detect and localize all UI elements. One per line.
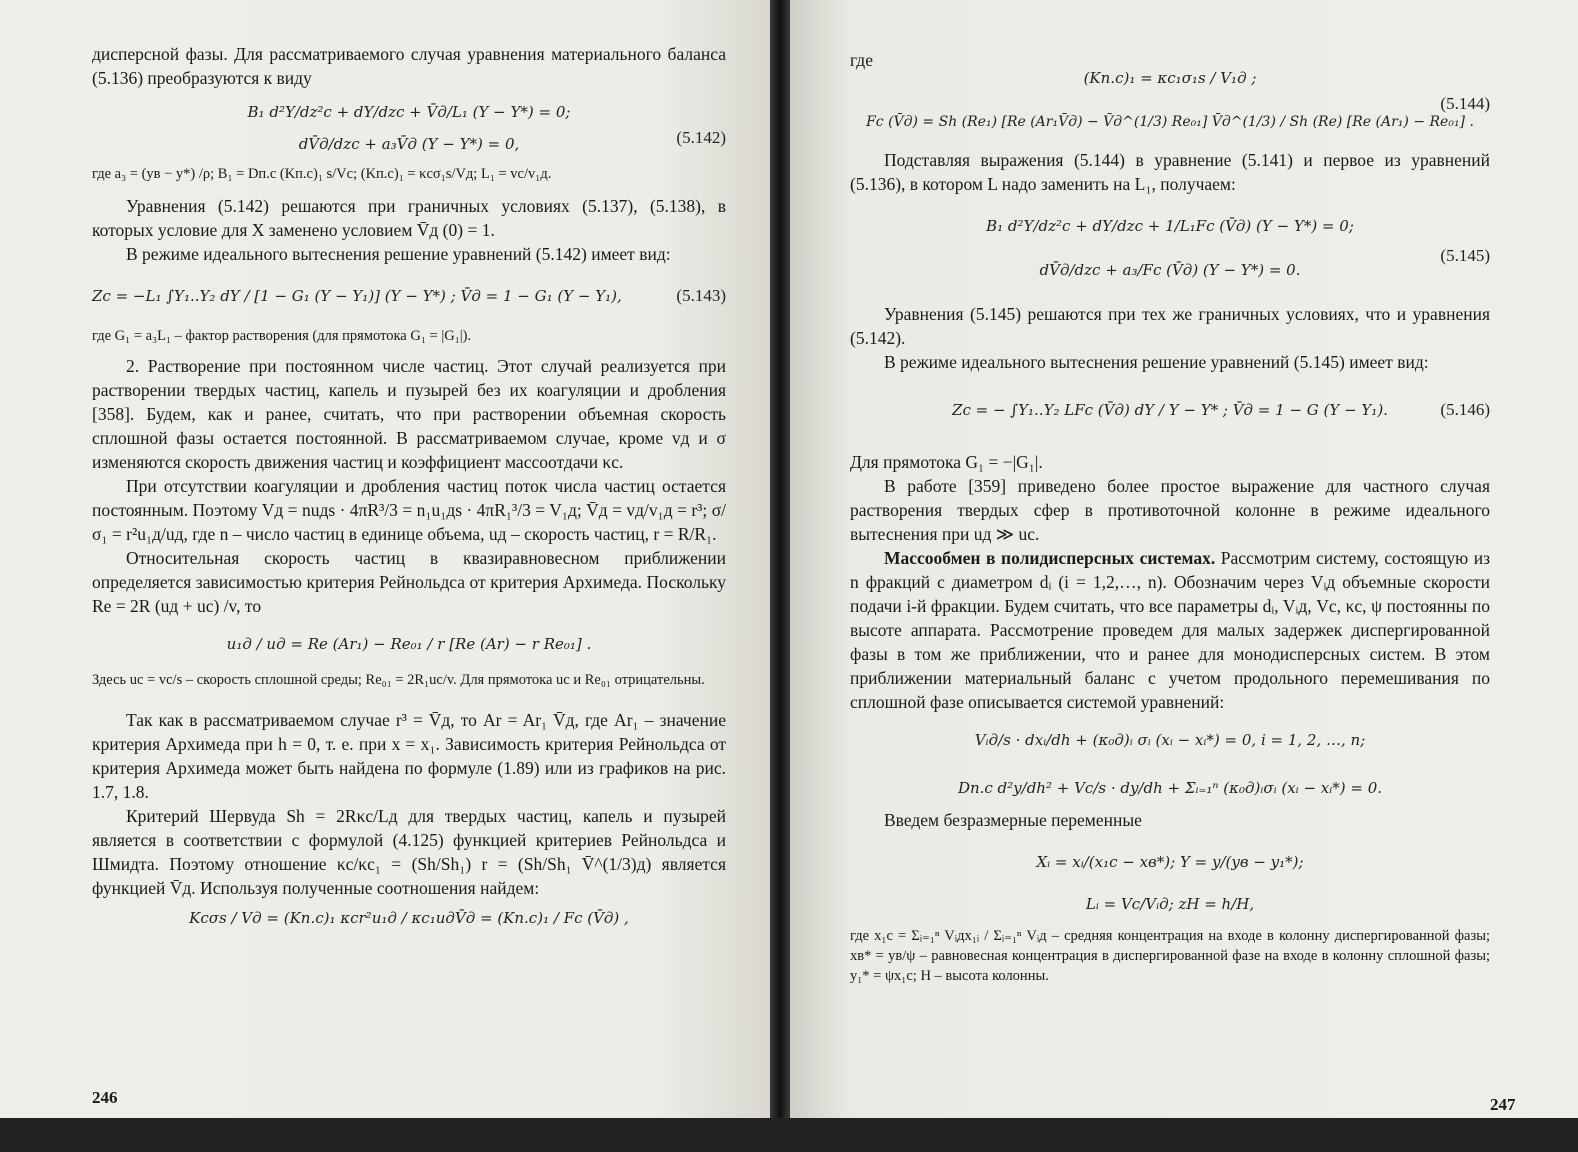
equation-number: (5.142) xyxy=(676,128,726,147)
formula-5145b: dV̄д/dzc + a₃/Fc (V̄д) (Y − Y*) = 0. xyxy=(1039,261,1301,279)
paragraph: Так как в рассматриваемом случае r³ = V̄д, то Ar = Ar₁ V̄д, где Ar₁ – значение критерия Архимеда при h = 0, т. е. при x = x₁. Зависимость критерия Рейнольдса от критерия Архимеда может быть найдена по формуле (1.89) или из графиков на рис. 1.7, 1.8. xyxy=(92,710,726,802)
formula-relative-velocity: u₁д / uд = Re (Ar₁) − Re₀₁ / r [Re (Ar) − r Re₀₁] . xyxy=(226,635,592,653)
paragraph: дисперсной фазы. Для рассматриваемого случая уравнения материального баланса (5.136) преобразуются к виду xyxy=(92,44,726,88)
right-page xyxy=(790,0,1578,1152)
formula-5145a: B₁ d²Y/dz²c + dY/dzc + 1/L₁Fc (V̄д) (Y − Y*) = 0; xyxy=(986,217,1354,235)
paragraph: Уравнения (5.142) решаются при граничных условиях (5.137), (5.138), в которых условие для X заменено условием V̄д (0) = 1. xyxy=(92,196,726,240)
equation-number: (5.144) xyxy=(1440,94,1490,113)
paragraph: В работе [359] приведено более простое выражение для частного случая растворения твердых сфер в противоточной колонне в режиме идеального вытеснения при uд ≫ uc. xyxy=(850,476,1490,544)
formula-poly-2: Dп.с d²y/dh² + Vc/s · dy/dh + Σᵢ₌₁ⁿ (κ₀д)ᵢσᵢ (xᵢ − xᵢ*) = 0. xyxy=(957,779,1383,797)
equation-number: (5.146) xyxy=(1440,400,1490,419)
paragraph: Подставляя выражения (5.144) в уравнение (5.141) и первое из уравнений (5.136), в котором L надо заменить на L₁, получаем: xyxy=(850,150,1490,194)
equation-number: (5.143) xyxy=(676,286,726,305)
paragraph: В режиме идеального вытеснения решение уравнений (5.145) имеет вид: xyxy=(884,352,1429,372)
formula-5142a: B₁ d²Y/dz²c + dY/dzc + V̄д/L₁ (Y − Y*) = 0; xyxy=(247,103,571,121)
formula-note: где G₁ = a₃L₁ – фактор растворения (для прямотока G₁ = |G₁|). xyxy=(92,328,472,344)
right-text-column xyxy=(850,52,1490,990)
paragraph: Относительная скорость частиц в квазиравновесном приближении определяется зависимостью критерия Рейнольдса от критерия Архимеда. Поскольку Re = 2R (uд + uc) /v, то xyxy=(92,548,726,616)
book-gutter xyxy=(770,0,790,1152)
paragraph: где xyxy=(850,50,873,70)
formula-note: где a₃ = (yв − y*) /ρ; B₁ = Dп.с (Kп.с)₁ s/Vc; (Kп.с)₁ = κcσ₁s/Vд; L₁ = vc/v₁д. xyxy=(92,166,552,182)
formula-5142b: dV̄д/dzc + a₃V̄д (Y − Y*) = 0, xyxy=(298,135,520,153)
formula-5143: Zc = −L₁ ∫Y₁..Y₂ dY / [1 − G₁ (Y − Y₁)] (Y − Y*) ; V̄д = 1 − G₁ (Y − Y₁), (5.143) xyxy=(92,284,726,308)
scan-bottom-shadow xyxy=(0,1118,1578,1152)
page-number: 246 xyxy=(92,1088,118,1107)
section-heading: Массообмен в полидисперсных системах. xyxy=(884,548,1216,568)
paragraph: 2. Растворение при постоянном числе частиц. Этот случай реализуется при растворении твердых частиц, капель и пузырей без их коагуляции и дробления [358]. Будем, как и ранее, считать, что при растворении объемная скорость сплошной фазы остается постоянной. В рассматриваемом случае, кроме vд и σ изменяются скорость движения частиц и коэффициент массоотдачи κc. xyxy=(92,356,726,472)
equation-number: (5.145) xyxy=(1440,246,1490,265)
left-text-column xyxy=(92,42,726,930)
formula-note: где x₁c = Σᵢ₌₁ⁿ Vᵢдx₁ᵢ / Σᵢ₌₁ⁿ Vᵢд – средняя концентрация на входе в колонну диспергированной фазы; xв* = yв/ψ – равновесная концентрация в диспергированной фазе на входе в колонну сплошной фазы; y₁* = ψx₁c; H – высота колонны. xyxy=(850,928,1490,984)
formula-5144a: (Kп.с)₁ = κc₁σ₁s / V₁д ; xyxy=(1083,69,1257,87)
paragraph: Критерий Шервуда Sh = 2Rκc/Lд для твердых частиц, капель и пузырей является в соответствии с формулой (4.125) функцией критериев Рейнольдса и Шмидта. Поэтому отношение κc/κc₁ = (Sh/Sh₁) r = (Sh/Sh₁ V̄^(1/3)д) является функцией V̄д. Используя полученные соотношения найдем: xyxy=(92,806,726,898)
paragraph: Массообмен в полидисперсных системах. Рассмотрим систему, состоящую из n фракций с диаметром dᵢ (i = 1,2,…, n). Обозначим через Vᵢд объемные скорости подачи i-й фракции. Будем считать, что все параметры dᵢ, Vᵢд, Vc, κc, ψ постоянны по высоте аппарата. Рассмотрение проведем для малых задержек диспергированной фазы в том же приближении, что и ранее для монодисперсных систем. В этом приближении материальный баланс с учетом продольного перемешивания по сплошной фазе описывается системой уравнений: xyxy=(850,548,1490,712)
paragraph: Уравнения (5.145) решаются при тех же граничных условиях, что и уравнения (5.142). xyxy=(850,304,1490,348)
paragraph: Введем безразмерные переменные xyxy=(884,810,1142,830)
formula-5144b: Fc (V̄д) = Sh (Re₁) [Re (Ar₁V̄д) − V̄д^(1/3) Re₀₁] V̄д^(1/3) / Sh (Re) [Re (Ar₁) − Re₀₁] . xyxy=(866,114,1474,130)
formula-note: Здесь uc = vc/s – скорость сплошной среды; Re₀₁ = 2R₁uc/v. Для прямотока uc и Re₀₁ отрицательны. xyxy=(92,672,705,688)
formula-kcs: Kcσs / Vд = (Kп.с)₁ κcr²u₁д / κc₁uдV̄д = (Kп.с)₁ / Fc (V̄д) , xyxy=(189,909,629,927)
formula-dimensionless-2: Lᵢ = Vc/Vᵢд; zH = h/H, xyxy=(1085,895,1255,913)
formula-dimensionless-1: Xᵢ = xᵢ/(x₁c − xв*); Y = y/(yв − y₁*); xyxy=(1036,853,1304,871)
paragraph: При отсутствии коагуляции и дробления частиц поток числа частиц остается постоянным. Поэтому Vд = nuдs · 4πR³/3 = n₁u₁дs · 4πR₁³/3 = V₁д; V̄д = vд/v₁д = r³; σ/σ₁ = r²u₁д/uд, где n – число частиц в единице объема, uд – скорость частиц, r = R/R₁. xyxy=(92,476,726,544)
page-number: 247 xyxy=(1490,1095,1516,1114)
formula-5146: Zc = − ∫Y₁..Y₂ LFc (V̄д) dY / Y − Y* ; V̄д = 1 − G (Y − Y₁). (5.146) xyxy=(850,398,1490,422)
paragraph: Для прямотока G₁ = −|G₁|. xyxy=(850,452,1043,472)
paragraph: В режиме идеального вытеснения решение уравнений (5.142) имеет вид: xyxy=(126,244,671,264)
formula-poly-1: Vᵢд/s · dxᵢ/dh + (κ₀д)ᵢ σᵢ (xᵢ − xᵢ*) = 0, i = 1, 2, …, n; xyxy=(974,731,1366,749)
left-page xyxy=(0,0,770,1152)
